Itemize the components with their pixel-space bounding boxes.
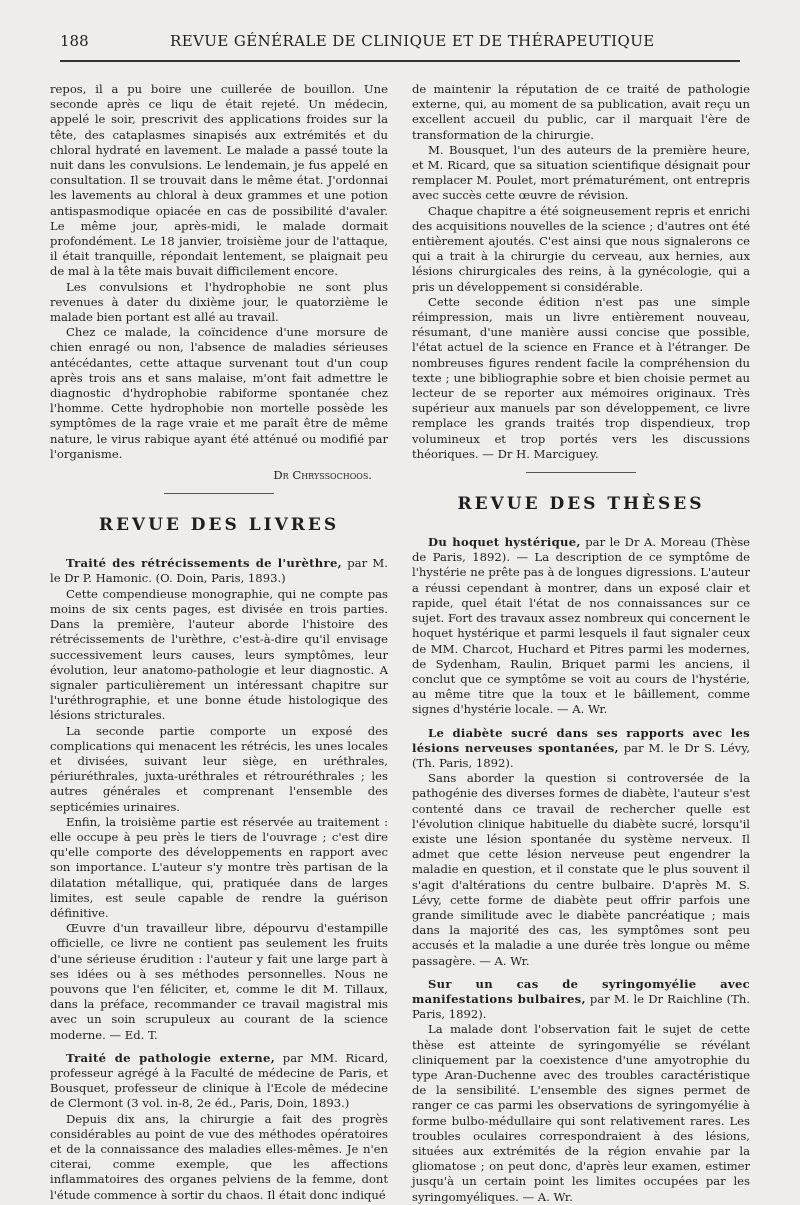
paragraph: Chez ce malade, la coïncidence d'une morsure de chien enragé ou non, l'absence de maladies sérieuses antécédantes, cette attaque survenant tout d'un coup après trois ans et sans malaise, m'ont fait admettre le diagnostic d'hydrophobie rabiforme spontanée chez l'homme. Cette hydrophobie non mortelle possède les symptômes de la rage vraie et me paraît être de même nature, le virus rabique ayant été atténué ou modifié par l'organisme. <box>50 325 388 461</box>
book-author: par MM. Ricard, professeur agrégé à la Faculté de médecine de Paris, et Bousquet, professeur de clinique à l'Ecole de médecine de Clermont (3 vol. in-8, 2e éd., Paris, Doin, 1893.) <box>50 1050 388 1111</box>
signature: Dr Chryssochoos. <box>273 468 372 483</box>
page-number: 188 <box>60 32 89 50</box>
section-title-theses: REVUE DES THÈSES <box>457 494 705 515</box>
paragraph: Cette compendieuse monographie, qui ne compte pas moins de six cents pages, est divisée en trois parties. Dans la première, l'auteur aborde l'histoire des rétrécissements de l'urèthre, c'est-à-dire qu'il envisage successivement leurs causes, leurs symptômes, leur évolution, leur anatomo-pathologie et leur diagnostic. A signaler particulièrement un intéressant chapitre sur l'uréthrographie, et une bonne étude histologique des lésions stricturales. <box>50 586 388 723</box>
thesis-entry <box>412 535 750 717</box>
thesis-author: par M. le Dr S. Lévy, (Th. Paris, 1892). <box>412 740 750 770</box>
page-header <box>60 28 740 62</box>
paragraph: La seconde partie comporte un exposé des complications qui menacent les rétrécis, les unes locales et divisées, suivant leur siège, en uréthrales, périuréthrales, juxta-uréthrales et rétrouréthrales ; les autres générales et comprenant l'ensemble des septicémies urinaires. <box>50 723 388 814</box>
book-title: Traité de pathologie externe, <box>66 1050 276 1065</box>
paragraph: Enfin, la troisième partie est réservée au traitement : elle occupe à peu près le tiers de l'ouvrage ; c'est dire qu'elle comporte des développements en rapport avec son importance. L'auteur s'y montre très partisan de la dilatation métallique, qui, pratiquée dans de larges limites, est seule capable de rendre la guérison définitive. <box>50 814 388 920</box>
book-entry-header <box>50 1051 388 1112</box>
book-entry-header <box>50 556 388 586</box>
thesis-entry-header <box>412 726 750 772</box>
paragraph: repos, il a pu boire une cuillerée de bouillon. Une seconde après ce liqu de était rejeté. Un médecin, appelé le soir, prescrivit des applications froides sur la tête, des cataplasmes sinapisés aux extrémités et du chloral hydraté en lavement. Le malade a passé toute la nuit dans les convulsions. Le lendemain, je fus appelé en consultation. Il se trouvait dans le même état. J'ordonnai les lavements au chloral à deux grammes et une potion antispasmodique opiacée en cas de possibilité d'avaler. Le même jour, après-midi, le malade dormait profondément. Le 18 janvier, troisième jour de l'attaque, il était tranquille, répondait lentement, se plaignait peu de mal à la tête mais buvait difficilement encore. <box>50 82 388 279</box>
running-title: REVUE GÉNÉRALE DE CLINIQUE ET DE THÉRAPEUTIQUE <box>170 32 655 50</box>
thesis-author: par M. le Dr Raichline (Th. Paris, 1892). <box>412 991 750 1022</box>
thesis-title: Sur un cas de syringomyélie avec manifestations bulbaires, <box>412 976 750 1006</box>
thesis-text: par le Dr A. Moreau (Thèse de Paris, 1892). — La description de ce symptôme de l'hystérie ne prête pas à de longues digressions. L'auteur a réussi cependant à montrer, dans un exposé clair et rapide, quel était l'état de nos connaissances sur ce sujet. Fort des travaux assez nombreux qui concernent le hoquet hystérique et parmi lesquels il faut signaler ceux de MM. Charcot, Huchard et Pitres parmi les modernes, de Sydenham, Raulin, Briquet parmi les anciens, il conclut que ce symptôme se voit au cours de l'hystérie, au même titre que la toux et le bâillement, comme signes d'hystérie locale. — A. Wr. <box>412 535 751 717</box>
paragraph: Œuvre d'un travailleur libre, dépourvu d'estampille officielle, ce livre ne contient pas seulement les fruits d'une sérieuse érudition : l'auteur y fait une large part à ses idées ou à ses méthodes personnelles. Nous ne pouvons que l'en féliciter, et, comme le dit M. Tillaux, dans la préface, recommander ce travail magistral mis avec un soin scrupuleux au courant de la science moderne. — Ed. T. <box>50 921 388 1042</box>
paragraph: Depuis dix ans, la chirurgie a fait des progrès considérables au point de vue des méthodes opératoires et de la connaissance des maladies elles-mêmes. Je n'en citerai, comme exemple, que les affections inflammatoires des organes pelviens de la femme, dont l'étude commence à sortir du chaos. Il était donc indiqué <box>50 1111 388 1202</box>
thesis-entry-header <box>412 977 750 1023</box>
paragraph: Cette seconde édition n'est pas une simple réimpression, mais un livre entièrement nouveau, résumant, d'une manière aussi concise que possible, l'état actuel de la science en France et à l'étranger. De nombreuses figures rendent facile la compréhension du texte ; une bibliographie sobre et bien choisie permet au lecteur de se reporter aux mémoires originaux. Très supérieur aux manuels par son développement, ce livre remplace les grands traités trop dispendieux, trop volumineux et trop portés vers les discussions théoriques. — Dr H. Marciguey. <box>412 294 750 461</box>
divider <box>526 472 636 473</box>
thesis-title: Du hoquet hystérique, <box>428 535 581 550</box>
paragraph: Sans aborder la question si controversée de la pathogénie des diverses formes de diabète, l'auteur s'est contenté dans ce travail de rechercher quelle est l'évolution clinique habituelle du diabète sucré, lorsqu'il existe une lésion spontanée du système nerveux. Il admet que cette lésion nerveuse peut engendrer la maladie en question, et il constate que le plus souvent il s'agit d'altérations du centre bulbaire. D'après M. S. Lévy, cette forme de diabète peut offrir parfois une grande similitude avec le diabète pancréatique ; mais dans la majorité des cas, les symptômes sont peu accusés et la maladie a une durée très longue ou même passagère. — A. Wr. <box>412 771 750 968</box>
paragraph: La malade dont l'observation fait le sujet de cette thèse est atteinte de syringomyélie se révélant cliniquement par la coexistence d'une amyotrophie du type Aran-Duchenne avec des troubles caractéristique de la sensibilité. L'ensemble des signes permet de ranger ce cas parmi les observations de syringomyélie à forme bulbo-médullaire qui sont relativement rares. Les troubles oculaires correspondraient à des lésions, situées aux extrémités de la région envahie par la gliomatose ; on peut donc, d'après leur examen, estimer jusqu'à un certain point les limites occupées par les syringomyéliques. — A. Wr. <box>412 1022 750 1204</box>
book-author: par M. le Dr P. Hamonic. (O. Doin, Paris, 1893.) <box>50 556 388 586</box>
paragraph: Chaque chapitre a été soigneusement repris et enrichi des acquisitions nouvelles de la science ; d'autres ont été entièrement ajoutés. C'est ainsi que nous signalerons ce qui a trait à la chirurgie du cerveau, aux hernies, aux lésions chirurgicales des reins, à la gynécologie, qui a pris un développement si considérable. <box>412 203 750 294</box>
right-column <box>412 82 750 1205</box>
paragraph: Les convulsions et l'hydrophobie ne sont plus revenues à dater du dixième jour, le quatorzième le malade bien portant est allé au travail. <box>50 279 388 325</box>
book-title: Traité des rétrécissements de l'urèthre, <box>66 556 342 571</box>
divider <box>164 493 274 494</box>
thesis-title: Le diabète sucré dans ses rapports avec les lésions nerveuses spontanées, <box>412 725 750 755</box>
paragraph: M. Bousquet, l'un des auteurs de la première heure, et M. Ricard, que sa situation scientifique désignait pour remplacer M. Poulet, mort prématurément, ont entrepris avec succès cette œuvre de révision. <box>412 142 750 203</box>
left-column <box>50 82 388 1203</box>
paragraph: de maintenir la réputation de ce traité de pathologie externe, qui, au moment de sa publication, avait reçu un excellent accueil du public, car il marquait l'ère de transformation de la chirurgie. <box>412 82 750 142</box>
section-title-livres: REVUE DES LIVRES <box>98 515 340 536</box>
